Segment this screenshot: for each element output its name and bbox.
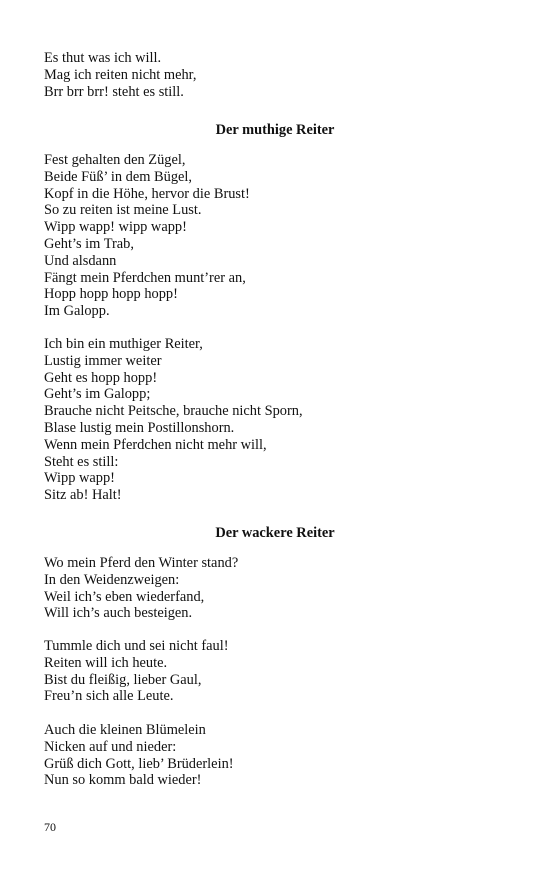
- verse-line: Auch die kleinen Blümelein: [44, 722, 206, 738]
- verse-line: Brr brr brr! steht es still.: [44, 83, 184, 100]
- verse-line: Wenn mein Pferdchen nicht mehr will,: [44, 436, 267, 453]
- verse-line: Bist du fleißig, lieber Gaul,: [44, 671, 202, 688]
- poem2-stanza2: [44, 638, 229, 705]
- verse-line: Mag ich reiten nicht mehr,: [44, 66, 197, 83]
- verse-line: In den Weidenzweigen:: [44, 571, 180, 588]
- verse-line: Fest gehalten den Zügel,: [44, 152, 186, 168]
- verse-line: Hopp hopp hopp hopp!: [44, 286, 178, 303]
- verse-line: Ich bin ein muthiger Reiter,: [44, 336, 203, 352]
- verse-line: Geht’s im Trab,: [44, 235, 134, 252]
- verse-line: Steht es still:: [44, 453, 119, 470]
- verse-line: Sitz ab! Halt!: [44, 487, 122, 504]
- verse-line: Kopf in die Höhe, hervor die Brust!: [44, 185, 250, 202]
- poem-title: Der wackere Reiter: [215, 525, 335, 541]
- verse-line: Grüß dich Gott, lieb’ Brüderlein!: [44, 755, 234, 772]
- poem-title: Der muthige Reiter: [215, 122, 335, 138]
- verse-line: Geht’s im Galopp;: [44, 386, 151, 403]
- verse-line: Im Galopp.: [44, 303, 110, 320]
- verse-line: Weil ich’s eben wiederfand,: [44, 588, 205, 605]
- verse-line: Wipp wapp! wipp wapp!: [44, 219, 187, 236]
- verse-line: Wo mein Pferd den Winter stand?: [44, 555, 239, 571]
- verse-line: Und alsdann: [44, 252, 117, 269]
- verse-line: Will ich’s auch besteigen.: [44, 605, 193, 622]
- verse-line: Lustig immer weiter: [44, 352, 162, 369]
- verse-line: So zu reiten ist meine Lust.: [44, 202, 202, 219]
- verse-line: Tummle dich und sei nicht faul!: [44, 638, 229, 654]
- verse-line: Nicken auf und nieder:: [44, 738, 177, 755]
- intro-stanza: [44, 50, 196, 100]
- poem2-stanza3: [44, 722, 234, 789]
- page-number: 70: [44, 820, 56, 834]
- verse-line: Es thut was ich will.: [44, 50, 162, 66]
- verse-line: Geht es hopp hopp!: [44, 369, 158, 386]
- verse-line: Reiten will ich heute.: [44, 654, 168, 671]
- verse-line: Freu’n sich alle Leute.: [44, 688, 174, 705]
- verse-line: Wipp wapp!: [44, 470, 115, 487]
- verse-line: Blase lustig mein Postillonshorn.: [44, 419, 235, 436]
- poem1-stanza2: [44, 336, 303, 504]
- poem1-stanza1: [44, 152, 250, 320]
- verse-line: Beide Füß’ in dem Bügel,: [44, 168, 193, 185]
- verse-line: Brauche nicht Peitsche, brauche nicht Sporn,: [44, 403, 303, 420]
- poem2-stanza1: [44, 555, 238, 622]
- verse-line: Fängt mein Pferdchen munt’rer an,: [44, 269, 246, 286]
- verse-line: Nun so komm bald wieder!: [44, 772, 202, 789]
